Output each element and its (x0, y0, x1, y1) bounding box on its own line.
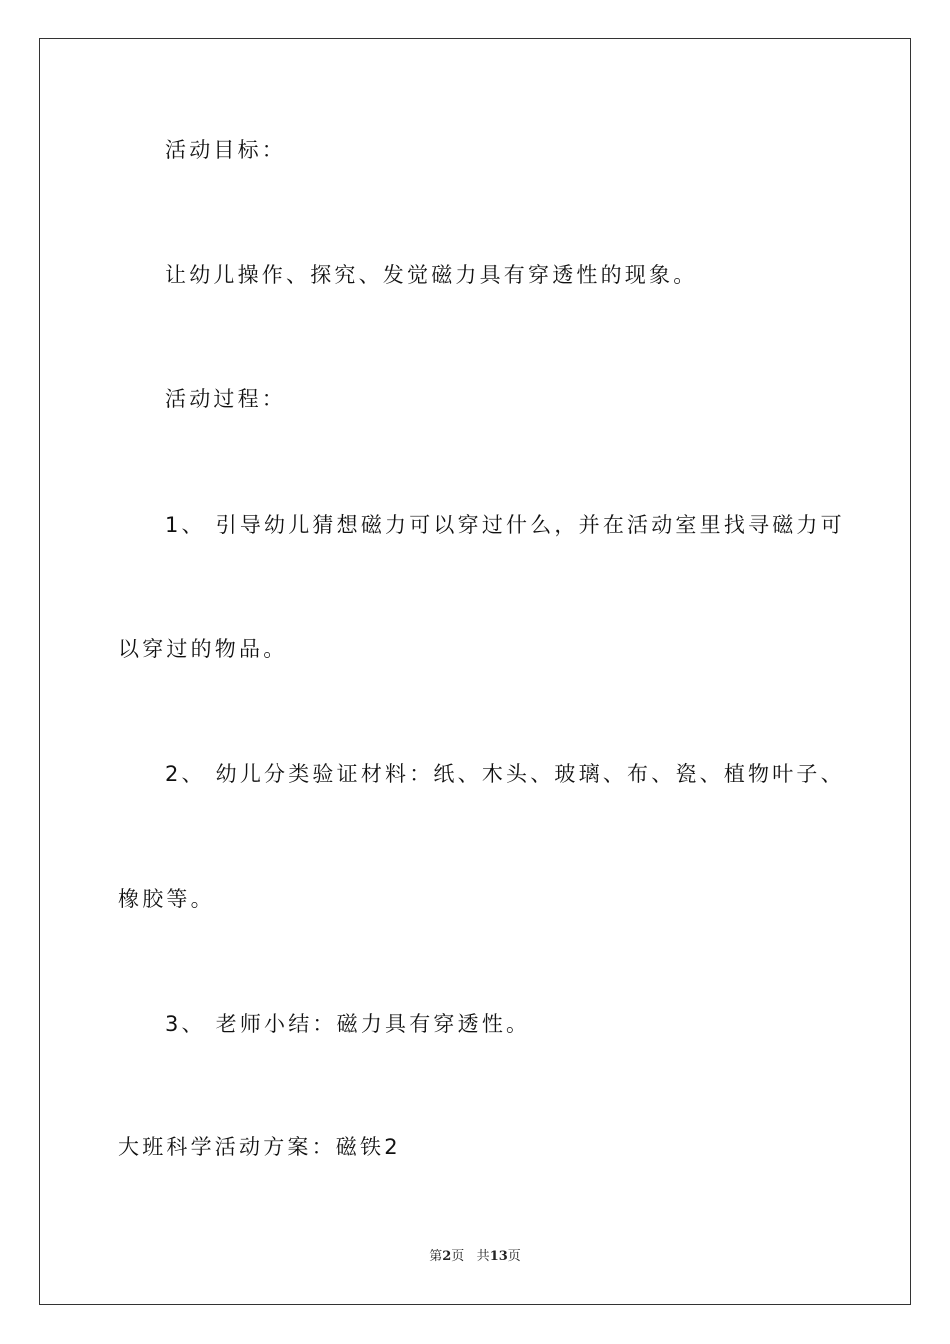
page-number-footer (0, 1248, 950, 1266)
step-3-line: 3、 老师小结：磁力具有穿透性。 (165, 1012, 531, 1036)
step-1-line-1: 1、 引导幼儿猜想磁力可以穿过什么，并在活动室里找寻磁力可 (165, 513, 845, 537)
step-1-line-2: 以穿过的物品。 (118, 637, 288, 661)
footer-total-prefix: 共 (476, 1249, 490, 1264)
page-border (39, 38, 911, 1305)
paragraph-goal-text: 让幼儿操作、探究、发觉磁力具有穿透性的现象。 (165, 263, 698, 287)
step-2-line-1: 2、 幼儿分类验证材料：纸、木头、玻璃、布、瓷、植物叶子、 (165, 762, 845, 786)
footer-total-pages: 13 (489, 1249, 508, 1264)
step-2-line-2: 橡胶等。 (118, 887, 215, 911)
footer-page-number: 2 (442, 1249, 452, 1264)
footer-page-suffix: 页 (451, 1249, 465, 1264)
section-title-magnet-2: 大班科学活动方案：磁铁2 (118, 1135, 401, 1159)
footer-total-suffix: 页 (507, 1249, 521, 1264)
footer-prefix: 第 (429, 1249, 443, 1264)
heading-activity-process: 活动过程： (165, 387, 286, 411)
heading-activity-goal: 活动目标： (165, 138, 286, 162)
